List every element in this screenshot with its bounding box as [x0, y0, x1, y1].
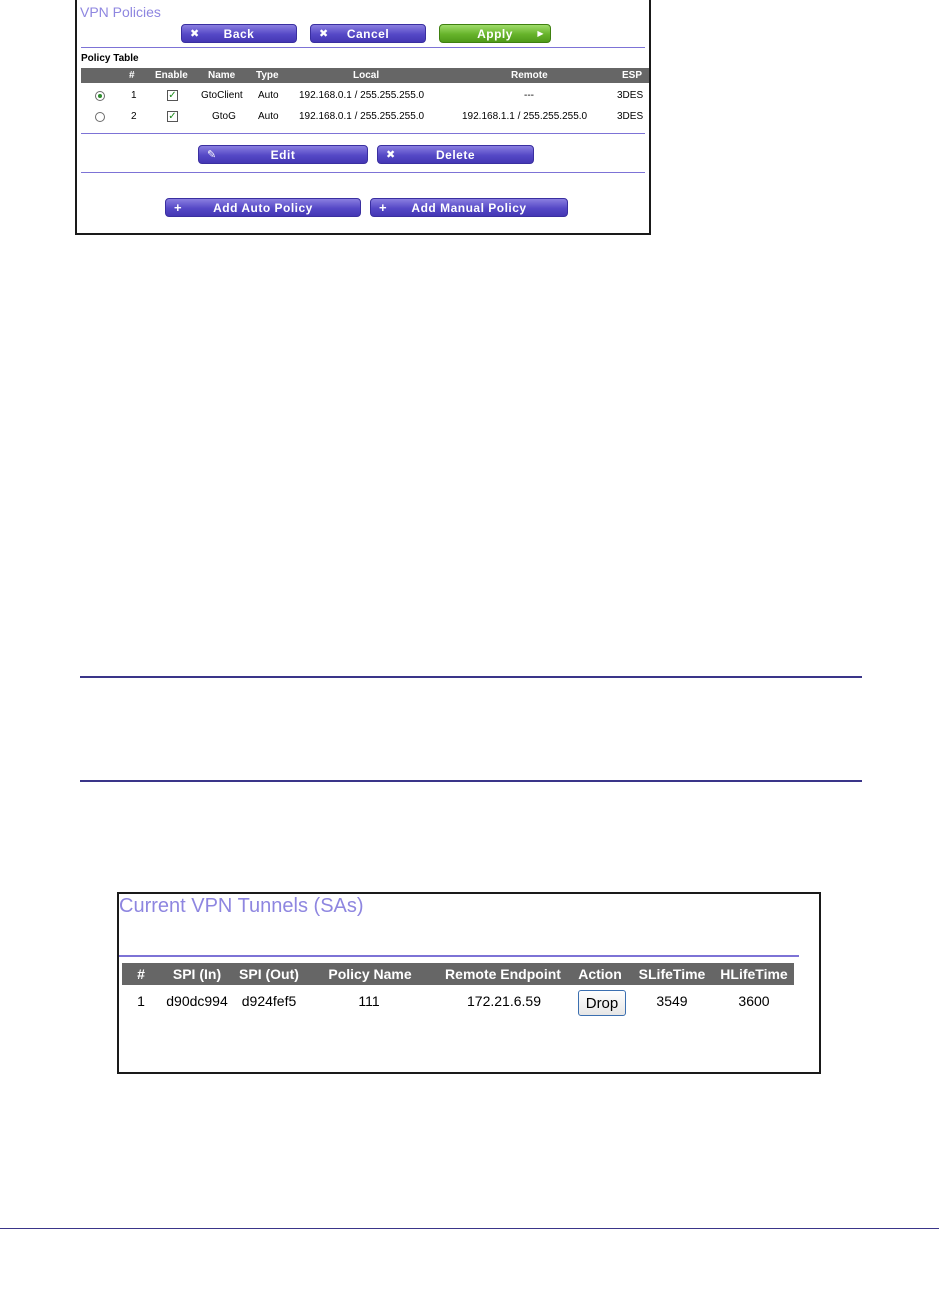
play-arrow-icon: ▶	[537, 29, 544, 38]
divider	[81, 172, 645, 173]
column-header: #	[129, 70, 135, 81]
column-header: ESP	[622, 70, 643, 81]
close-icon: ✖	[386, 149, 396, 161]
column-header: SLifeTime	[638, 966, 706, 982]
table-row: 2 ✓ GtoG Auto 192.168.0.1 / 255.255.255.0 192.168.1.1 / 255.255.255.0 3DES	[81, 109, 649, 129]
section-rule	[80, 676, 862, 678]
current-vpn-tunnels-panel	[117, 892, 821, 1074]
policy-select-radio[interactable]	[95, 91, 105, 101]
apply-button[interactable]: Apply ▶	[439, 24, 551, 43]
column-header: Enable	[155, 70, 188, 81]
divider	[81, 47, 645, 48]
column-header: #	[137, 966, 145, 982]
vpn-policies-panel	[75, 0, 651, 235]
table-row: 1 d90dc994 d924fef5 111 172.21.6.59 Drop 3549 3600	[122, 990, 794, 1020]
policy-select-radio[interactable]	[95, 112, 105, 122]
plus-icon: +	[379, 200, 388, 215]
add-auto-policy-button[interactable]: + Add Auto Policy	[165, 198, 361, 217]
column-header: Remote	[511, 70, 548, 81]
column-header: HLifeTime	[720, 966, 788, 982]
add-manual-policy-button[interactable]: + Add Manual Policy	[370, 198, 568, 217]
enable-checkbox[interactable]: ✓	[168, 90, 177, 101]
table-caption: Policy Table	[81, 53, 139, 64]
column-header: SPI (Out)	[239, 966, 299, 982]
column-header: Type	[256, 70, 279, 81]
back-button[interactable]: ✖ Back	[181, 24, 297, 43]
panel-title: VPN Policies	[80, 4, 161, 20]
enable-checkbox[interactable]: ✓	[168, 111, 177, 122]
column-header: Local	[353, 70, 380, 81]
plus-icon: +	[174, 200, 183, 215]
close-icon: ✖	[190, 28, 200, 40]
pencil-icon: ✎	[207, 149, 217, 161]
edit-button[interactable]: ✎ Edit	[198, 145, 368, 164]
column-header: Action	[578, 966, 622, 982]
divider	[81, 133, 645, 134]
panel-title: Current VPN Tunnels (SAs)	[119, 895, 364, 917]
page-footer-rule	[0, 1228, 939, 1229]
column-header: Name	[208, 70, 236, 81]
column-header: Remote Endpoint	[445, 966, 561, 982]
column-header: SPI (In)	[172, 966, 222, 982]
tunnels-table-header	[122, 963, 794, 985]
column-header: Policy Name	[328, 966, 412, 982]
drop-button[interactable]: Drop	[578, 990, 626, 1016]
close-icon: ✖	[319, 28, 329, 40]
delete-button[interactable]: ✖ Delete	[377, 145, 534, 164]
table-row: 1 ✓ GtoClient Auto 192.168.0.1 / 255.255.255.0 --- 3DES	[81, 88, 649, 108]
policy-table-header	[81, 68, 649, 83]
cancel-button[interactable]: ✖ Cancel	[310, 24, 426, 43]
divider	[119, 955, 799, 957]
section-rule	[80, 780, 862, 782]
